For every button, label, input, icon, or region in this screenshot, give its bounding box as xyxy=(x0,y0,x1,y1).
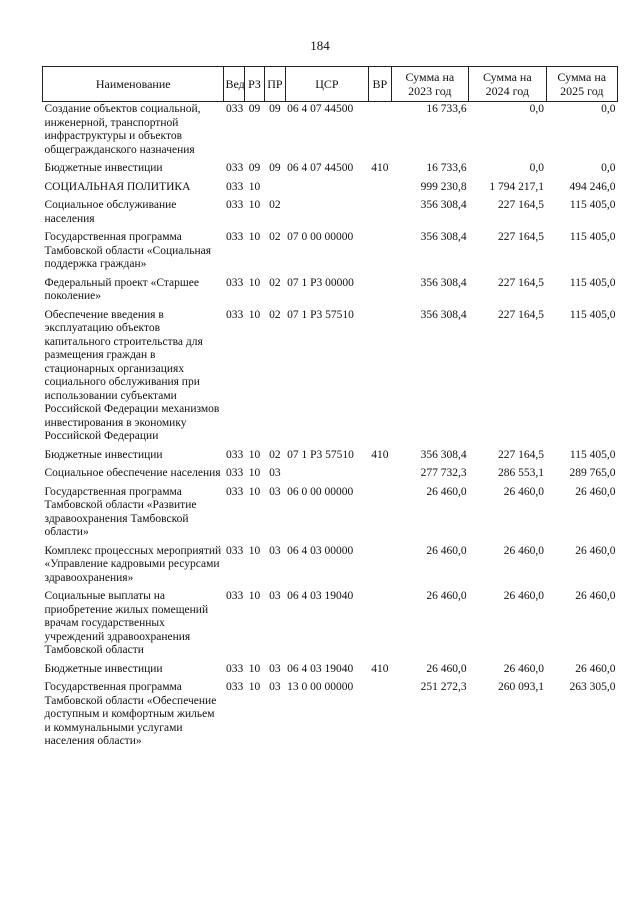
cell-pr: 03 xyxy=(269,467,281,479)
cell-name: Бюджетные инвестиции xyxy=(44,448,163,461)
cell-csr: 06 4 03 19040 xyxy=(287,590,354,602)
cell-vr xyxy=(369,230,391,276)
cell-ved: 033 xyxy=(225,199,244,211)
table-row xyxy=(43,680,618,753)
budget-table xyxy=(42,66,618,753)
cell-csr: 07 1 P3 57510 xyxy=(287,448,354,461)
cell-ved: 033 xyxy=(225,162,244,174)
cell-sum-2023: 356 308,4 xyxy=(420,231,467,243)
cell-sum-2024: 26 460,0 xyxy=(503,590,545,602)
cell-vr: 410 xyxy=(371,162,389,174)
cell-vr: 410 xyxy=(371,448,389,461)
cell-name: Создание объектов социальной, инженерной, транспортной инфраструктуры и объектов общегражданского назначения xyxy=(44,103,201,156)
table-row xyxy=(43,102,618,162)
cell-pr: 03 xyxy=(269,590,281,602)
table-row xyxy=(43,448,618,467)
cell-ved: 033 xyxy=(225,276,244,289)
cell-sum-2024: 26 460,0 xyxy=(503,544,545,557)
cell-vr xyxy=(369,680,391,753)
cell-ved: 033 xyxy=(225,681,244,693)
cell-sum-2024: 0,0 xyxy=(529,103,545,115)
cell-ved: 033 xyxy=(225,662,244,675)
col-header-sum-2025: Сумма на 2025 год xyxy=(546,67,617,102)
cell-sum-2023: 26 460,0 xyxy=(426,590,467,602)
cell-sum-2023: 16 733,6 xyxy=(426,162,467,174)
cell-sum-2025: 26 460,0 xyxy=(575,485,616,498)
cell-name: Комплекс процессных мероприятий «Управление кадровыми ресурсами здравоохранения» xyxy=(44,544,222,584)
cell-vr xyxy=(369,198,391,230)
cell-rz: 10 xyxy=(248,544,261,557)
cell-csr xyxy=(285,180,369,199)
cell-sum-2025: 115 405,0 xyxy=(569,448,616,461)
cell-vr xyxy=(369,276,391,308)
cell-pr: 09 xyxy=(269,162,281,174)
cell-csr: 06 4 07 44500 xyxy=(287,103,354,115)
cell-name: Обеспечение введения в эксплуатацию объектов капитального строительства для размещения граждан в стационарных организациях социального обслуживания при использовании субъектами Российской Федерации механизмов инвестирования в экономику Российской Федерации xyxy=(44,308,220,442)
table-row xyxy=(43,180,618,199)
cell-rz: 10 xyxy=(248,662,261,675)
cell-sum-2023: 356 308,4 xyxy=(420,199,467,211)
cell-csr: 06 4 03 00000 xyxy=(287,544,354,557)
cell-rz: 10 xyxy=(248,448,261,461)
cell-name: Государственная программа Тамбовской области «Обеспечение доступным и комфортным жильем и коммунальными услугами населения области» xyxy=(44,681,217,747)
cell-vr xyxy=(369,102,391,162)
cell-sum-2024: 1 794 217,1 xyxy=(489,180,545,193)
cell-name: Бюджетные инвестиции xyxy=(44,662,163,675)
table-row xyxy=(43,276,618,308)
page-number: 184 xyxy=(310,38,330,53)
cell-csr: 06 0 00 00000 xyxy=(287,485,354,498)
cell-csr: 13 0 00 00000 xyxy=(287,681,354,693)
cell-sum-2023: 26 460,0 xyxy=(426,662,467,675)
cell-sum-2023: 277 732,3 xyxy=(420,467,467,479)
cell-pr: 03 xyxy=(269,662,281,675)
cell-sum-2024: 227 164,5 xyxy=(498,276,545,289)
cell-csr: 06 4 07 44500 xyxy=(287,162,354,174)
cell-sum-2025: 115 405,0 xyxy=(569,199,616,211)
cell-pr: 03 xyxy=(269,681,281,693)
cell-sum-2025: 0,0 xyxy=(601,162,616,174)
cell-sum-2025: 26 460,0 xyxy=(575,590,616,602)
cell-pr: 03 xyxy=(269,485,281,498)
cell-sum-2023: 356 308,4 xyxy=(420,308,467,321)
cell-rz: 10 xyxy=(248,199,261,211)
cell-rz: 10 xyxy=(248,590,261,602)
cell-rz: 10 xyxy=(248,467,261,479)
cell-vr xyxy=(369,544,391,590)
cell-ved: 033 xyxy=(225,467,244,479)
table-row xyxy=(43,544,618,590)
cell-pr xyxy=(265,180,285,199)
cell-vr xyxy=(369,180,391,199)
cell-rz: 10 xyxy=(248,308,261,321)
cell-name: СОЦИАЛЬНАЯ ПОЛИТИКА xyxy=(44,180,191,193)
cell-vr xyxy=(369,485,391,544)
cell-csr xyxy=(285,466,369,485)
table-row xyxy=(43,161,618,180)
col-header-vr: ВР xyxy=(369,67,391,102)
col-header-csr: ЦСР xyxy=(285,67,369,102)
cell-ved: 033 xyxy=(225,308,244,321)
cell-pr: 02 xyxy=(269,308,281,321)
cell-name: Социальное обслуживание населения xyxy=(44,199,177,225)
cell-sum-2024: 227 164,5 xyxy=(498,308,545,321)
cell-sum-2024: 260 093,1 xyxy=(498,681,545,693)
cell-ved: 033 xyxy=(225,180,244,193)
cell-rz: 10 xyxy=(248,180,261,193)
cell-sum-2023: 356 308,4 xyxy=(420,276,467,289)
cell-ved: 033 xyxy=(225,590,244,602)
cell-csr: 07 1 P3 00000 xyxy=(287,276,354,289)
table-row xyxy=(43,466,618,485)
cell-rz: 10 xyxy=(248,231,261,243)
cell-pr: 09 xyxy=(269,103,281,115)
table-row xyxy=(43,198,618,230)
cell-vr xyxy=(369,308,391,448)
cell-csr: 07 1 P3 57510 xyxy=(287,308,354,321)
cell-rz: 10 xyxy=(248,681,261,693)
cell-rz: 10 xyxy=(248,276,261,289)
cell-sum-2023: 356 308,4 xyxy=(420,448,467,461)
cell-pr: 03 xyxy=(269,544,281,557)
col-header-rz: РЗ xyxy=(244,67,264,102)
table-row xyxy=(43,230,618,276)
cell-name: Социальное обеспечение населения xyxy=(44,467,221,479)
cell-sum-2024: 227 164,5 xyxy=(498,231,545,243)
cell-pr: 02 xyxy=(269,231,281,243)
col-header-sum-2023: Сумма на 2023 год xyxy=(391,67,468,102)
cell-sum-2025: 26 460,0 xyxy=(575,544,616,557)
cell-csr xyxy=(285,198,369,230)
cell-sum-2024: 26 460,0 xyxy=(503,485,545,498)
cell-sum-2025: 115 405,0 xyxy=(569,308,616,321)
cell-sum-2025: 115 405,0 xyxy=(569,276,616,289)
cell-ved: 033 xyxy=(225,544,244,557)
cell-name: Государственная программа Тамбовской области «Социальная поддержка граждан» xyxy=(44,231,212,270)
cell-sum-2025: 263 305,0 xyxy=(569,681,616,693)
col-header-ved: Вед xyxy=(224,67,244,102)
table-row xyxy=(43,662,618,681)
cell-sum-2024: 26 460,0 xyxy=(503,662,545,675)
cell-name: Социальные выплаты на приобретение жилых помещений врачам государственных учреждений здравоохранения Тамбовской области xyxy=(44,590,209,656)
cell-sum-2025: 494 246,0 xyxy=(569,180,616,193)
table-row xyxy=(43,485,618,544)
cell-pr: 02 xyxy=(269,276,281,289)
col-header-name: Наименование xyxy=(43,67,224,102)
cell-sum-2023: 251 272,3 xyxy=(420,681,467,693)
cell-sum-2023: 16 733,6 xyxy=(426,103,467,115)
cell-ved: 033 xyxy=(225,485,244,498)
cell-ved: 033 xyxy=(225,103,244,115)
table-header-row xyxy=(43,67,618,102)
cell-rz: 09 xyxy=(248,103,261,115)
col-header-sum-2024: Сумма на 2024 год xyxy=(469,67,546,102)
cell-name: Федеральный проект «Старшее поколение» xyxy=(44,276,199,302)
cell-sum-2025: 289 765,0 xyxy=(569,467,616,479)
cell-sum-2024: 227 164,5 xyxy=(498,199,545,211)
cell-ved: 033 xyxy=(225,231,244,243)
cell-rz: 10 xyxy=(248,485,261,498)
cell-sum-2023: 999 230,8 xyxy=(420,180,467,193)
cell-pr: 02 xyxy=(269,199,281,211)
cell-name: Бюджетные инвестиции xyxy=(44,162,163,174)
table-row xyxy=(43,589,618,662)
cell-sum-2024: 286 553,1 xyxy=(498,467,545,479)
cell-sum-2025: 115 405,0 xyxy=(569,231,616,243)
cell-rz: 09 xyxy=(248,162,261,174)
cell-sum-2024: 0,0 xyxy=(529,162,545,174)
cell-vr xyxy=(369,589,391,662)
cell-sum-2023: 26 460,0 xyxy=(426,544,467,557)
cell-sum-2025: 0,0 xyxy=(601,103,616,115)
cell-ved: 033 xyxy=(225,448,244,461)
cell-pr: 02 xyxy=(269,448,281,461)
col-header-pr: ПР xyxy=(265,67,285,102)
cell-sum-2023: 26 460,0 xyxy=(426,485,467,498)
cell-csr: 07 0 00 00000 xyxy=(287,231,354,243)
cell-name: Государственная программа Тамбовской области «Развитие здравоохранения Тамбовской области» xyxy=(44,485,197,538)
cell-vr xyxy=(369,466,391,485)
cell-vr: 410 xyxy=(371,662,389,675)
cell-csr: 06 4 03 19040 xyxy=(287,662,354,675)
cell-sum-2024: 227 164,5 xyxy=(498,448,545,461)
table-row xyxy=(43,308,618,448)
cell-sum-2025: 26 460,0 xyxy=(575,662,616,675)
